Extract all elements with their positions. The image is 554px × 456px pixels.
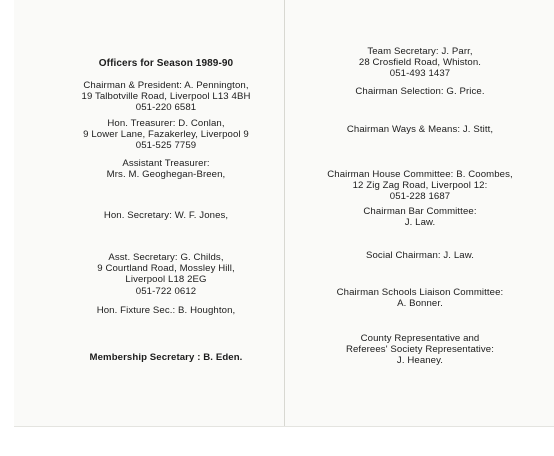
officer-line: Team Secretary: J. Parr,: [367, 46, 473, 57]
right-page: [302, 0, 538, 426]
officer-line: Liverpool L18 2EG: [125, 274, 207, 286]
officer-entry-chairman-schools-liaison: [302, 287, 538, 309]
officer-line: A. Bonner.: [397, 298, 443, 310]
officer-entry-social-chairman: [302, 250, 538, 261]
officer-line: Chairman Schools Liaison Committee:: [336, 287, 504, 298]
officer-entry-hon-secretary: [44, 210, 288, 221]
officer-entry-county-representative: [302, 333, 538, 367]
officer-line: Referees' Society Representative:: [345, 344, 495, 356]
officer-line: Chairman Ways & Means: J. Stitt,: [346, 124, 494, 135]
officer-entry-chairman-selection: [302, 86, 538, 97]
officer-line: County Representative and: [360, 333, 480, 344]
left-page: [44, 0, 288, 426]
officer-line: 051-722 0612: [135, 285, 197, 297]
officer-entry-assistant-treasurer: [44, 158, 288, 180]
officer-line: 051-493 1437: [389, 68, 451, 80]
officer-entry-hon-fixture-sec: [44, 305, 288, 316]
officers-title: Officers for Season 1989-90: [98, 58, 234, 69]
officer-line: Hon. Fixture Sec.: B. Houghton,: [96, 305, 236, 316]
officer-line: Hon. Treasurer: D. Conlan,: [107, 118, 225, 129]
officer-line: Assistant Treasurer:: [122, 158, 210, 169]
officer-line: Chairman & President: A. Pennington,: [83, 80, 249, 91]
officer-entry-membership-secretary: [44, 352, 288, 363]
officer-line: J. Heaney.: [396, 355, 444, 367]
officer-line: Social Chairman: J. Law.: [366, 250, 474, 261]
officer-line: 051-220 6581: [135, 102, 197, 114]
officer-line: Chairman Selection: G. Price.: [355, 86, 485, 97]
officer-entry-asst-secretary: [44, 252, 288, 297]
officer-line: 051-525 7759: [135, 140, 197, 152]
officer-entry-chairman-president: [44, 80, 288, 114]
officer-line: 9 Lower Lane, Fazakerley, Liverpool 9: [83, 129, 249, 141]
officer-line: Membership Secretary : B. Eden.: [89, 352, 243, 363]
officer-entry-chairman-ways-means: [302, 124, 538, 135]
officer-line: Hon. Secretary: W. F. Jones,: [103, 210, 229, 221]
officer-line: 12 Zig Zag Road, Liverpool 12:: [352, 180, 488, 192]
officer-line: Asst. Secretary: G. Childs,: [108, 252, 224, 263]
officer-entry-hon-treasurer: [44, 118, 288, 152]
officer-line: 9 Courtland Road, Mossley Hill,: [97, 263, 235, 275]
officer-entry-chairman-house-committee: [302, 169, 538, 203]
officer-line: Mrs. M. Geoghegan-Breen,: [106, 169, 226, 181]
officer-line: Chairman Bar Committee:: [363, 206, 477, 217]
officer-entry-team-secretary: [302, 46, 538, 80]
officer-line: 051-228 1687: [389, 191, 451, 203]
officer-line: J. Law.: [404, 217, 436, 229]
officer-line: Chairman House Committee: B. Coombes,: [327, 169, 513, 180]
officer-line: 28 Crosfield Road, Whiston.: [358, 57, 482, 69]
officer-entry-chairman-bar-committee: [302, 206, 538, 228]
officer-line: 19 Talbotville Road, Liverpool L13 4BH: [81, 91, 251, 103]
